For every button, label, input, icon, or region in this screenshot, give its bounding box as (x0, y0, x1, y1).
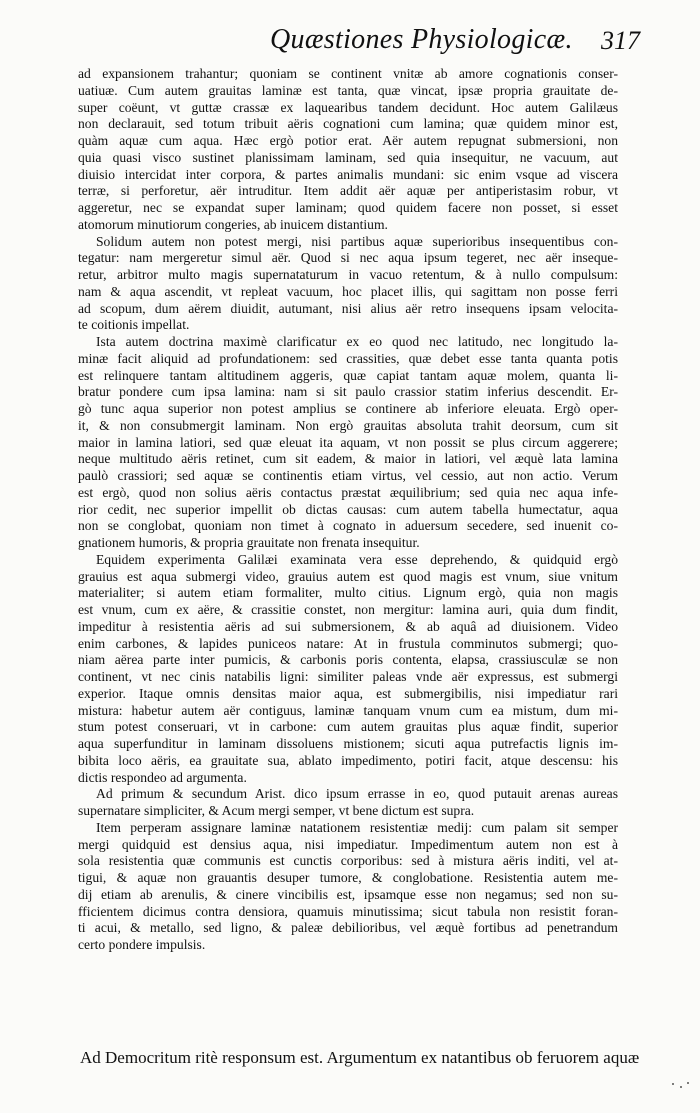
text-line: stum potest conseruari, vt in carbone: cum autem grauitas plus aquæ findit, superior (78, 719, 618, 735)
text-line: Item perperam assignare laminæ natationem resistentiæ medij: cum palam sit semper (96, 819, 618, 835)
text-line: uatiuæ. Cum autem grauitas laminæ est tanta, quæ vincat, ipsæ propria grauitate de- (78, 82, 618, 98)
text-line: maior in lamina latiori, sed quæ eleuat ita aquam, vt non possit se plus circum aggerere; (78, 434, 618, 450)
bottom-line (80, 1048, 640, 1068)
text-line: grauius est aqua submergi video, grauius autem est quod magis est vnum, siue vnitum (78, 568, 618, 584)
text-line: tigui, & aquæ non grauantis desuper tumore, & conglobatione. Resistentia autem me- (78, 870, 618, 885)
text-line: ti acui, & metallo, sed ligno, & paleæ debilioribus, vel æquè fortibus ad penetrandum (78, 920, 618, 936)
text-line: paulò crassiori; sed aquæ se continentis etiam virtus, vel cessio, aut non actio. Verum (78, 468, 618, 483)
text-line: Ista autem doctrina maximè clarificatur ex eo quod nec latitudo, nec longitudo la- (96, 334, 618, 349)
text-line: sola resistentia quæ communis est cunctis corporibus: sed à mistura aëris inditi, vel at- (78, 853, 618, 869)
page-number: 317 (601, 26, 640, 55)
text-line: gnationem humoris, & propria grauitate non frenata insequitur. (78, 535, 420, 550)
text-line: tegatur: nam mergeretur simul aër. Quod si nec aqua ipsum tegeret, nec aër inseque- (78, 250, 618, 266)
speck-dot (687, 1082, 689, 1084)
text-line: te coitionis impellat. (78, 317, 190, 333)
speck-dot (672, 1083, 674, 1085)
text-line: retur, arbitror multo magis supernataturum in vacuo retentum, & à nullo compulsum: (78, 267, 618, 282)
text-line: Ad primum & secundum Arist. dico ipsum errasse in eo, quod putauit arenas aureas (96, 786, 618, 802)
text-line: est relinquere tantam altitudinem aggeris, quæ capiat tantam aquæ molem, quanta li- (78, 367, 618, 383)
body-text (78, 66, 618, 954)
text-line: impeditur à resistentia aëris ad sui submersionem, & ab aquâ ad diuisionem. Video (78, 618, 618, 634)
text-line: dij etiam ab arenulis, & cinere vincibilis est, ipsamque esse non negamus; sed non su- (78, 886, 618, 902)
text-line: minæ facit aliquid ad profundationem: sed crassities, quæ debet esse tanta quanta potis (78, 350, 618, 366)
text-line: ad scopum, dum aërem diuidit, autumant, nisi alius aër retro insequens ipsam velocita- (78, 300, 618, 316)
text-line: non declarauit, sed totum tribuit aëris cognationi cum lamina; quæ quidem minor est, (78, 116, 618, 132)
text-line: experior. Itaque omnis densitas maior aqua, est submergibilis, nisi impediatur rari (78, 685, 618, 701)
text-line: ad expansionem trahantur; quoniam se continent vnitæ ab amore cognationis conser- (78, 66, 618, 81)
text-line: Solidum autem non potest mergi, nisi partibus aquæ superioribus insequentibus con- (96, 233, 618, 249)
text-line: supernatare simpliciter, & Acum mergi semper, vt bene dictum est supra. (78, 803, 475, 818)
text-line: mergi quidquid est densius aqua, nisi impediatur. Impedimentum autem non est à (78, 836, 618, 852)
text-line: fficientem dicimus contra densiora, quamuis minutissima; sicut tabula non resistit foran- (78, 903, 618, 919)
text-line: gò tunc aqua superior non potest amplius se continere ab inferiore eleuata. Ergò oper- (78, 401, 618, 416)
last-text-line: Ad Democritum ritè responsum est. Argumentum ex natantibus ob feruorem aquæ (80, 1048, 640, 1067)
text-line: certo pondere impulsis. (78, 937, 206, 952)
text-line: dictis respondeo ad argumenta. (78, 769, 247, 785)
speck-dot (680, 1086, 682, 1088)
print-specks-decoration (670, 1080, 692, 1090)
text-line: Equidem experimenta Galilæi examinata vera esse deprehendo, & quidquid ergò (96, 551, 618, 567)
text-line: aqua superfunditur in laminam dissoluens mistionem; sicuti aqua putrefactis lignis im- (78, 736, 618, 751)
text-line: atomorum minutiorum congeries, ab inuicem distantium. (78, 216, 388, 232)
text-line: niam aërea parte inter pumicis, & carbonis poris contenta, elapsa, crassiusculæ se non (78, 652, 618, 668)
text-line: diuisio intercidat inter corpora, & partes animalis mundani: sic enim vsque ad viscera (78, 166, 618, 182)
text-line: est ergò, quod non solius aëris contactus præstat æquilibrium; sed quia nec aqua infe- (78, 484, 618, 500)
text-line: it, & non consubmergit laminam. Non ergò grauitas absoluta trahit deorsum, cum sit (78, 417, 618, 433)
text-line: rior cedit, nec superior impellit ob dictas causas: cum autem tabella humectatur, aqua (78, 501, 618, 517)
text-line: mistura: habetur autem aër contiguus, laminæ tanquam vnum cum ea mistum, dum mi- (78, 702, 618, 718)
text-line: quàm aquæ cum aqua. Hæc ergò potior erat. Aër autem repugnat submersioni, non (78, 133, 618, 148)
text-line: materialiter; si autem etiam formaliter, multo citius. Lignum ergò, quia non magis (78, 585, 618, 601)
text-line: bibita loco aëris, ea grauitate sua, ablato impedimento, potiri facit, atque descensu: his (78, 752, 618, 768)
page-header (60, 24, 640, 66)
text-line: est vnum, cum ex aëre, & crassitie constet, non mergitur: lamina auri, quia dum findit, (78, 602, 618, 617)
running-head: Quæstiones Physiologicæ. (270, 24, 573, 55)
text-line: quia quasi visco sustinet planissimam laminam, sed quia insequitur, ne vacuum, aut (78, 149, 618, 165)
text-line: nam & aqua ascendit, vt repleat vacuum, hoc placet illis, qui sagittam non posse ferri (78, 283, 618, 299)
text-line: continent, vt nec cinis natabilis ligni: similiter paleas vnde aër expressus, est submergi (78, 669, 618, 684)
text-line: non se conglobat, quoniam non timet à cognato in aduersum secedere, sed inuenit co- (78, 518, 618, 534)
text-line: neque multitudo aëris retinet, cum sit eadem, & maior in latiori, vel æquè lata lamina (78, 451, 618, 467)
text-line: terræ, si perforetur, aër intruditur. Item addit aër aquæ per antiperistasim robur, vt (78, 183, 618, 199)
text-line: super coëunt, vt guttæ crassæ ex laquearibus tandem decidunt. Hoc autem Galilæus (78, 99, 618, 115)
text-line: enim carbones, & lapides puniceos natare: At in frustula comminutos submergi; quo- (78, 635, 618, 651)
text-line: bratur pondere cum ipsa lamina: nam si sit paulo crassior statim inferius descendit. Er- (78, 384, 618, 400)
text-line: aggeretur, nec se expandat super laminam; quod quidem facere non posset, si esset (78, 200, 618, 215)
